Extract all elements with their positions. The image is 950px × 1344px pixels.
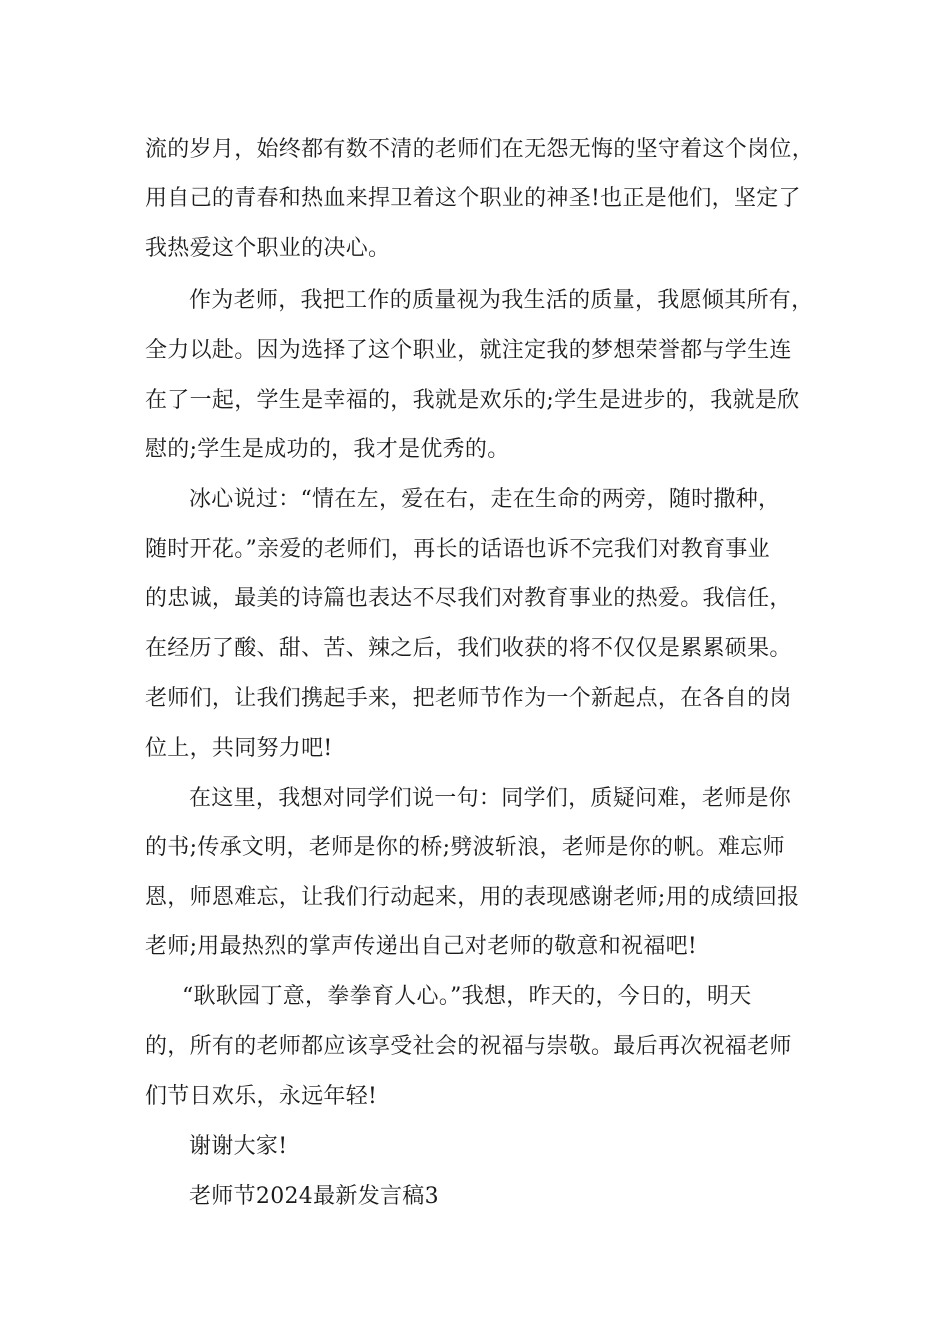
paragraph-first-line: 冰心说过：“情在左，爱在右，走在生命的两旁，随时撒种，	[189, 487, 781, 512]
text-line: 的书;传承文明，老师是你的桥;劈波斩浪，老师是你的帆。难忘师	[145, 835, 785, 860]
text-line: 我热爱这个职业的决心。	[145, 236, 391, 261]
text-line: 在经历了酸、甜、苦、辣之后，我们收获的将不仅仅是累累硕果。	[145, 636, 792, 661]
text-line: 们节日欢乐，永远年轻!	[145, 1084, 378, 1109]
text-line: 在了一起，学生是幸福的，我就是欢乐的;学生是进步的，我就是欣	[145, 388, 800, 413]
text-line: 流的岁月，始终都有数不清的老师们在无怨无悔的坚守着这个岗位，	[145, 137, 815, 162]
text-line: 恩，师恩难忘，让我们行动起来，用的表现感谢老师;用的成绩回报	[145, 885, 800, 910]
text-line: 老师;用最热烈的掌声传递出自己对老师的敬意和祝福吧!	[145, 934, 698, 959]
paragraph-first-line: 在这里，我想对同学们说一句：同学们，质疑问难，老师是你	[189, 786, 792, 811]
text-line: 全力以赴。因为选择了这个职业，就注定我的梦想荣誉都与学生连	[145, 338, 792, 363]
paragraph-first-line: 作为老师，我把工作的质量视为我生活的质量，我愿倾其所有，	[189, 288, 814, 313]
text-line: 位上，共同努力吧!	[145, 736, 333, 761]
text-line: 老师们，让我们携起手来，把老师节作为一个新起点，在各自的岗	[145, 686, 792, 711]
closing-thanks: 谢谢大家!	[189, 1134, 288, 1159]
text-line: 慰的;学生是成功的，我才是优秀的。	[145, 437, 510, 462]
paragraph-first-line: “耿耿园丁意，拳拳育人心。”我想，昨天的，今日的，明天	[182, 984, 752, 1009]
text-line: 随时开花。”亲爱的老师们，再长的话语也诉不完我们对教育事业	[145, 537, 770, 562]
text-line: 用自己的青春和热血来捍卫着这个职业的神圣!也正是他们，坚定了	[145, 186, 801, 211]
text-line: 的，所有的老师都应该享受社会的祝福与崇敬。最后再次祝福老师	[145, 1034, 792, 1059]
section-heading: 老师节2024最新发言稿3	[189, 1184, 439, 1209]
text-line: 的忠诚，最美的诗篇也表达不尽我们对教育事业的热爱。我信任，	[145, 586, 792, 611]
